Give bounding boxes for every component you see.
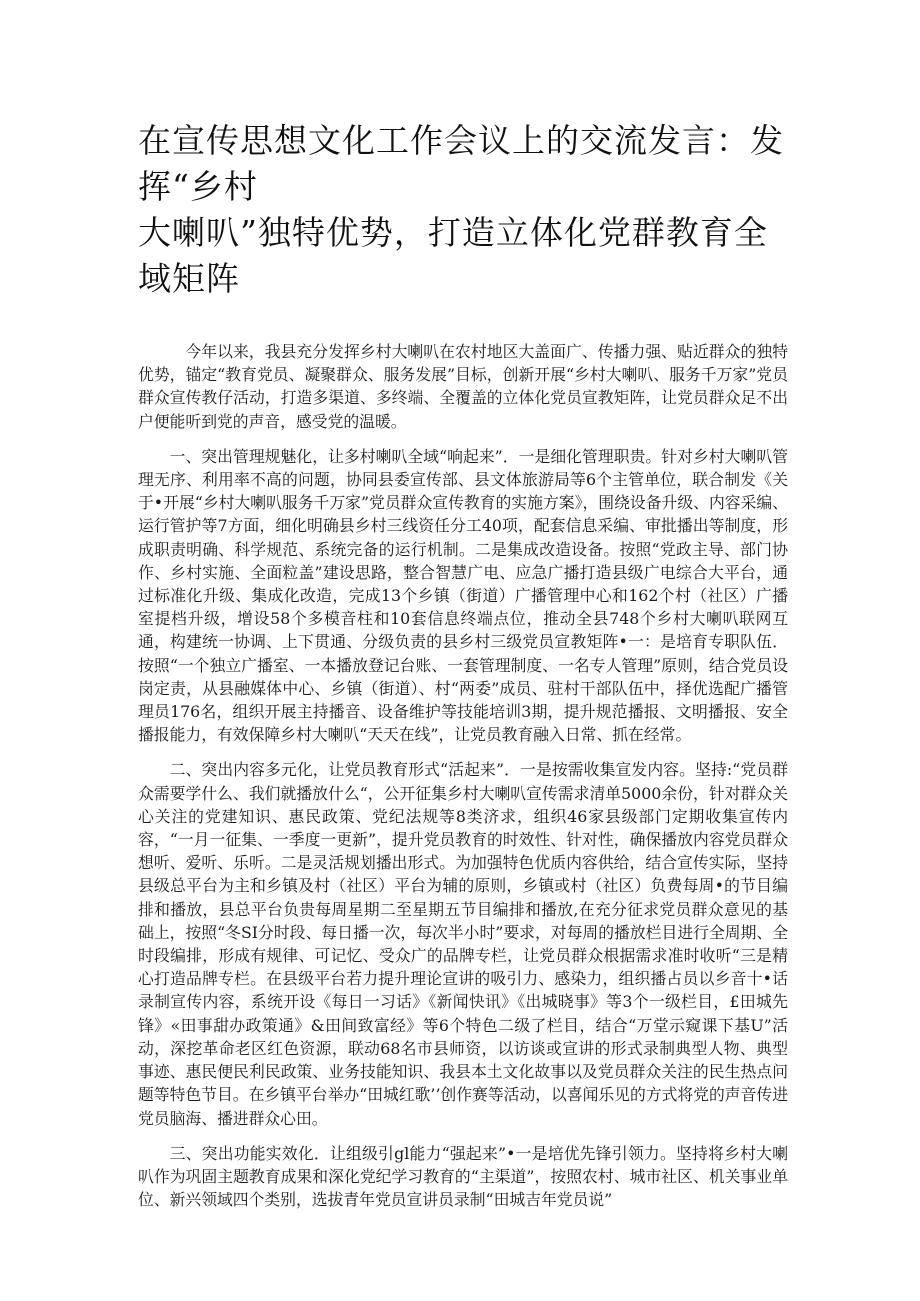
- document-title-line-1: 在宣传思想文化工作会议上的交流发言：发挥“乡村: [138, 121, 784, 206]
- document-body: [138, 340, 788, 1211]
- document-title-line-2: 大喇叭”独特优势，打造立体化党群教育全域矩阵: [138, 213, 768, 298]
- paragraph-intro: 今年以来，我县充分发挥乡村大喇叭在农村地区大盖面广、传播力强、贴近群众的独特优势，锚定“教育党员、凝聚群众、服务发展”目标，创新开展“乡村大喇叭、服务千万家”党员群众宣传教仔活动，打造多渠道、多终端、全覆盖的立体化党员宣教矩阵，让党员群众足不出户便能听到党的声音，感受党的温暖。: [138, 342, 788, 431]
- paragraph-section-2: 二、突出内容多元化，让党员教育形式“活起来”．一是按需收集宣发内容。坚持:“党员群众需要学什么、我们就播放什么“，公开征集乡村大喇叭宣传需求清单5000余份，针对群众关心关注的党建知识、惠民政策、党纪法规等8类济求，组织46家县级部门定期收集宣传内容，“一月一征集、一季度一更新”，提升党员教育的时效性、针对性，确保播放内容党员群众想听、爱听、乐听。二是灵活规划播出形式。为加强特色优质内容供给，结合宣传实际，坚持县级总平台为主和乡镇及村（社区）平台为辅的原则，乡镇或村（社区）负费每周•的节目编排和播放，县总平台负贵每周星期二至星期五节目编排和播放,在充分征求党员群众意见的基础上，按照“冬SI分时段、每日播一次，每次半小时”要求，对每周的播放栏目进行全周期、全时段编排，形成有规律、可记忆、受众广的品牌专栏，让党员群众根据需求准时收听“三是精心打造品牌专栏。在县级平台若力提升理论宣讲的吸引力、感染力，组织播占员以乡音十•话录制宣传内容，系统开设《每日一习话》《新闻快讯》《出城晓事》等3个一级栏目，£田城先锋》«田事甜办政策通》&田间致富经》等6个特色二级了栏目，结合“万堂示窥课下基U”活动，深挖革命老区红色资源，联动68名市县师资，以访谈或宣讲的形式录制典型人物、典型事迹、惠民便民利民政策、业务技能知识、我县本土文化故事以及党员群众关注的民生热点问题等特色节目。在乡镇平台举办“田城红歌’’创作赛等活动，以喜闻乐见的方式将党的声音传进党员脑海、播进群众心田。: [138, 760, 788, 1128]
- paragraph-section-3: 三、突出功能实效化．让组级引gl能力“强起来”•一是培优先锋引领力。坚持将乡村大喇叭作为巩固主题教育成果和深化党纪学习教育的“主渠道”，按照农村、城市社区、机关事业单位、新兴领域四个类别，选拔青年党员宣讲员录制“田城吉年党员说”: [138, 1143, 788, 1210]
- paragraph-section-1: 一、突出管理规魅化，让多村喇叭全域“响起来”．一是细化管理职贵。针对乡村大喇叭管理无序、利用率不高的问题，协同县委宣传部、县文体旅游局等6个主管单位，联合制发《关于•开展“乡村大喇叭服务千万家”党员群众宣传教育的实施方案》，围绕设备升级、内容采编、运行管护等7方面，细化明确县乡村三线资任分工40项，配套信息采编、审批播出等制度，形成职责明确、科学规范、系统完备的运行机制。二是集成改造设备。按照“党政主导、部门协作、乡村实施、全面粒盖”建设思路，整合智慧广电、应急广播打造县级广电综合大平台，通过标准化升级、集成化改造，完成13个乡镇（街道）广播管理中心和162个村（社区）广播室提档升级，增设58个多模音柱和10套信息终端点位，推动全县748个乡村大喇叭联网互通，构建统一协调、上下贯通、分级负责的县乡村三级党员宣教矩阵•一：是培育专职队伍．按照“一个独立广播室、一本播放登记台账、一套管理制度、一名专人管理”原则，结合党员设岗定责，从县融媒体中心、乡镇（街道）、村“两委”成员、驻村干部队伍中，择优选配广播管理员176名，组织开展主持播音、设备维护等技能培训3期，提升规范播报、文明播报、安全播报能力，有效保障乡村大喇叭“天天在线”，让党员教育融入日常、抓在经常。: [138, 446, 788, 745]
- document-title: [138, 118, 798, 302]
